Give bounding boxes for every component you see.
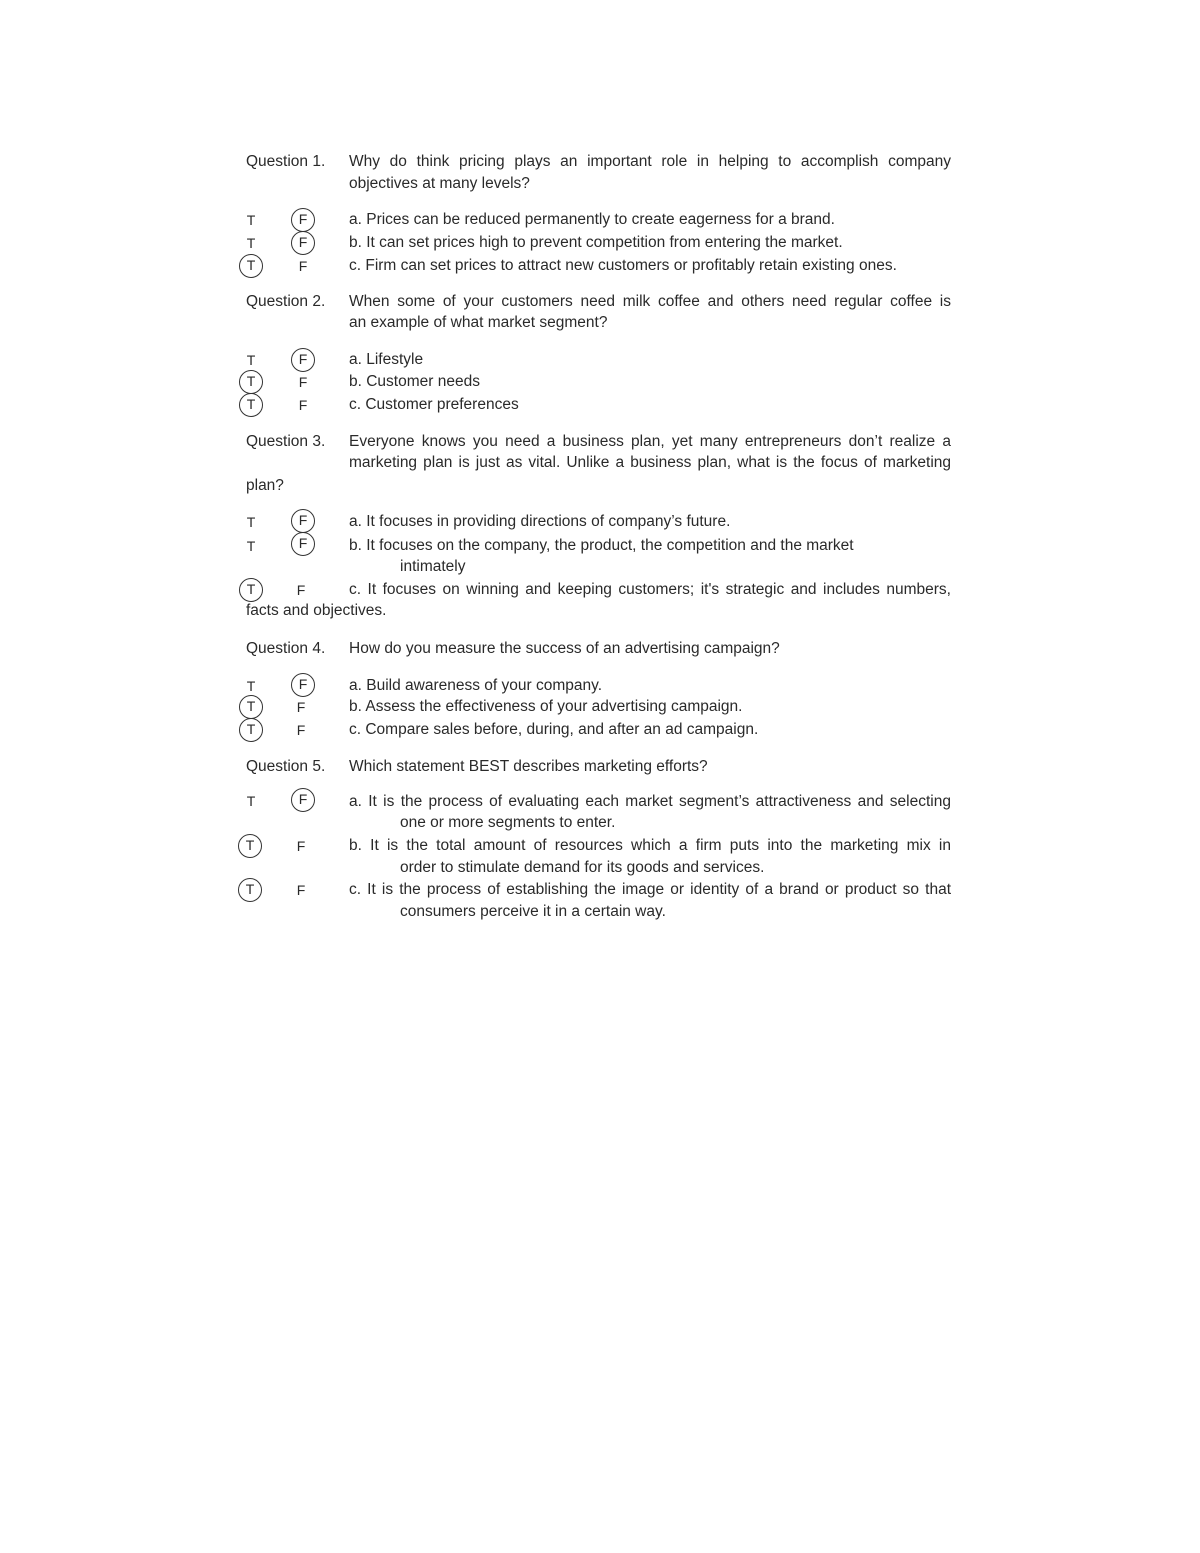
- option-b: b. It focuses on the company, the product, the competition and the market: [349, 537, 854, 554]
- option-b-continued: intimately: [400, 558, 466, 575]
- false-mark: F: [296, 699, 306, 715]
- true-mark-circled: T: [239, 695, 263, 719]
- question-prompt: How do you measure the success of an advertising campaign?: [349, 640, 780, 657]
- false-mark: F: [296, 722, 306, 738]
- false-mark-circled: F: [291, 208, 315, 232]
- question-prompt: an example of what market segment?: [349, 314, 608, 331]
- question-prompt: marketing plan is just as vital. Unlike a business plan, what is the focus of marketing: [349, 454, 951, 471]
- false-mark: F: [298, 374, 308, 390]
- option-c: c. It focuses on winning and keeping customers; it's strategic and includes numbers,: [349, 581, 951, 598]
- question-label: Question 5.: [246, 758, 326, 775]
- option-b: b. Customer needs: [349, 373, 480, 390]
- option-c: c. It is the process of establishing the image or identity of a brand or product so that: [349, 881, 951, 898]
- question-label: Question 4.: [246, 640, 326, 657]
- true-mark: T: [246, 212, 256, 228]
- false-mark-circled: F: [291, 532, 315, 556]
- false-mark-circled: F: [291, 348, 315, 372]
- option-b: b. Assess the effectiveness of your advertising campaign.: [349, 698, 743, 715]
- option-a: a. It focuses in providing directions of company’s future.: [349, 513, 731, 530]
- true-mark-circled: T: [239, 393, 263, 417]
- true-mark: T: [246, 538, 256, 554]
- option-c-continued: consumers perceive it in a certain way.: [400, 903, 666, 920]
- option-a-continued: one or more segments to enter.: [400, 814, 616, 831]
- false-mark-circled: F: [291, 509, 315, 533]
- true-mark: T: [246, 235, 256, 251]
- false-mark: F: [298, 258, 308, 274]
- option-a: a. Lifestyle: [349, 351, 424, 368]
- false-mark-circled: F: [291, 673, 315, 697]
- false-mark: F: [296, 882, 306, 898]
- question-prompt: objectives at many levels?: [349, 175, 530, 192]
- option-b-continued: order to stimulate demand for its goods and services.: [400, 859, 765, 876]
- false-mark-circled: F: [291, 231, 315, 255]
- true-mark: T: [246, 678, 256, 694]
- true-mark-circled: T: [239, 370, 263, 394]
- false-mark-circled: F: [291, 788, 315, 812]
- true-mark: T: [246, 793, 256, 809]
- true-mark-circled: T: [238, 834, 262, 858]
- true-mark: T: [246, 514, 256, 530]
- true-mark-circled: T: [239, 718, 263, 742]
- question-prompt: Why do think pricing plays an important role in helping to accomplish company: [349, 153, 951, 170]
- true-mark-circled: T: [238, 878, 262, 902]
- option-c: c. Customer preferences: [349, 396, 519, 413]
- false-mark: F: [298, 397, 308, 413]
- option-a: a. Prices can be reduced permanently to create eagerness for a brand.: [349, 211, 835, 228]
- false-mark: F: [296, 838, 306, 854]
- option-c: c. Compare sales before, during, and after an ad campaign.: [349, 721, 759, 738]
- option-b: b. It can set prices high to prevent competition from entering the market.: [349, 234, 843, 251]
- option-c: c. Firm can set prices to attract new customers or profitably retain existing ones.: [349, 257, 897, 274]
- question-prompt: Everyone knows you need a business plan, yet many entrepreneurs don’t realize a: [349, 433, 951, 450]
- true-mark-circled: T: [239, 254, 263, 278]
- true-mark-circled: T: [239, 578, 263, 602]
- question-prompt: plan?: [246, 477, 284, 494]
- option-b: b. It is the total amount of resources which a firm puts into the marketing mix in: [349, 837, 951, 854]
- true-mark: T: [246, 352, 256, 368]
- question-label: Question 1.: [246, 153, 326, 170]
- option-a: a. It is the process of evaluating each market segment’s attractiveness and selecting: [349, 793, 951, 810]
- question-prompt: When some of your customers need milk coffee and others need regular coffee is: [349, 293, 951, 310]
- option-a: a. Build awareness of your company.: [349, 677, 603, 694]
- option-c-continued: facts and objectives.: [246, 602, 387, 619]
- question-prompt: Which statement BEST describes marketing efforts?: [349, 758, 708, 775]
- question-label: Question 2.: [246, 293, 326, 310]
- question-label: Question 3.: [246, 433, 326, 450]
- false-mark: F: [296, 582, 306, 598]
